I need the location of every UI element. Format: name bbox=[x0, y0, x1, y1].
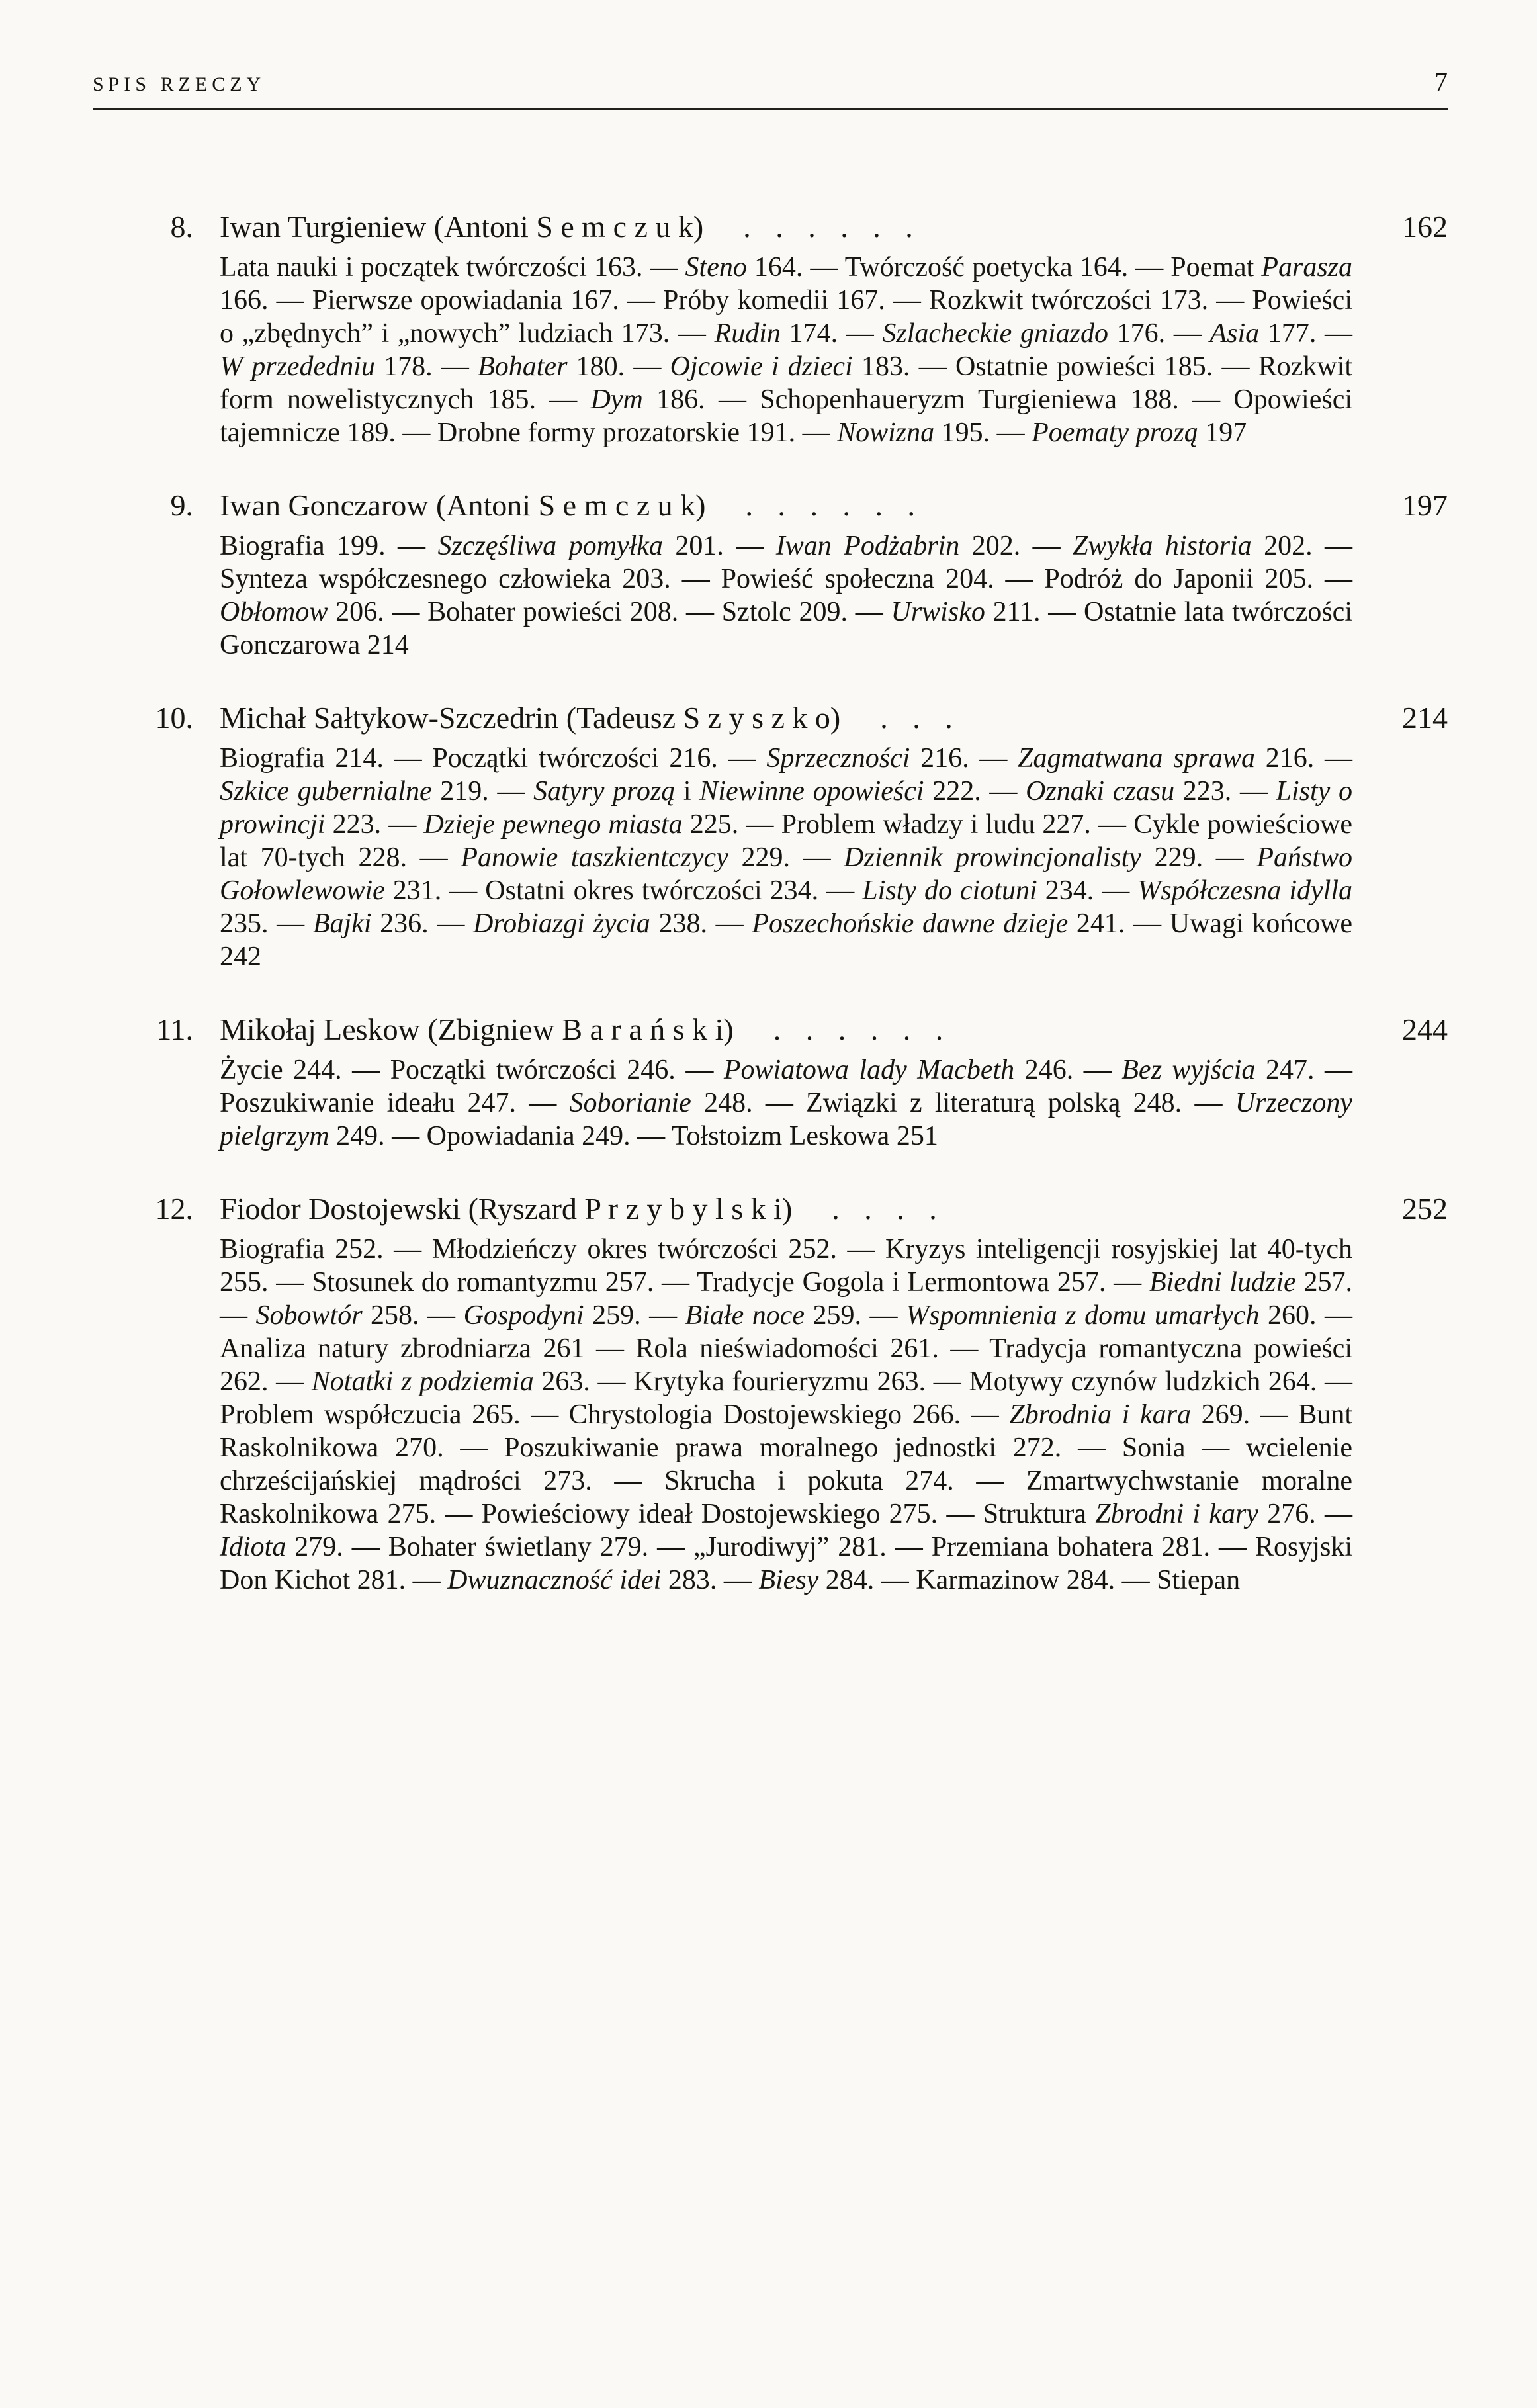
work-title: Zbrodnia i kara bbox=[1009, 1400, 1192, 1430]
work-title: Wspomnienia z domu umarłych bbox=[906, 1300, 1260, 1331]
work-title: Poematy prozą bbox=[1032, 418, 1198, 448]
entry-page-number: 214 bbox=[1402, 701, 1448, 735]
work-title: Szczęśliwa pomyłka bbox=[437, 531, 663, 561]
description-text: 247. — Poszukiwanie ideału 247. — bbox=[220, 1055, 1352, 1118]
description-text: 283. — bbox=[661, 1565, 759, 1595]
work-title: Gospodyni bbox=[463, 1300, 584, 1331]
description-text: 206. — Bohater powieści 208. — Sztolc 209. — bbox=[328, 597, 891, 627]
work-title: Sprzeczności bbox=[766, 743, 910, 774]
entry-title-row bbox=[93, 700, 1448, 735]
entry-page-number: 197 bbox=[1402, 488, 1448, 522]
dot-leader: . . . . . . bbox=[745, 488, 915, 522]
work-title: Asia bbox=[1209, 318, 1260, 349]
work-title: Białe noce bbox=[685, 1300, 805, 1331]
dot-leader: . . . bbox=[880, 701, 953, 735]
description-text: 236. — bbox=[371, 909, 474, 939]
description-text: Biografia 199. — bbox=[220, 531, 438, 561]
description-text: 238. — bbox=[650, 909, 752, 939]
work-title: Biedni ludzie bbox=[1149, 1267, 1296, 1298]
work-title: Parasza bbox=[1261, 252, 1353, 283]
work-title: W przededniu bbox=[220, 351, 375, 382]
description-text: 164. — Twórczość poetycka 164. — Poemat bbox=[746, 252, 1262, 283]
description-text: 263. — Krytyka fourieryzmu 263. — Motywy czynów ludzkich 264. — Problem współczucia 265. — Chrystologia Dostojewskiego 266. — bbox=[220, 1366, 1352, 1430]
description-text: 279. — Bohater świetlany 279. — „Jurodiwyj” 281. — Przemiana bohatera 281. — Rosyjski Don Kichot 281. — bbox=[220, 1532, 1352, 1595]
toc-entry bbox=[93, 700, 1448, 973]
description-text: 202. — Synteza współczesnego człowieka 203. — Powieść społeczna 204. — Podróż do Japonii 205. — bbox=[220, 531, 1353, 594]
description-text: 197 bbox=[1198, 418, 1247, 448]
description-text: 211. — Ostatnie lata twórczości Gonczarowa 214 bbox=[220, 597, 1352, 660]
description-text: 249. — Opowiadania 249. — Tołstoizm Leskowa 251 bbox=[329, 1121, 938, 1151]
work-title: Zagmatwana sprawa bbox=[1018, 743, 1255, 774]
description-text: 180. — bbox=[567, 351, 670, 382]
work-title: Nowizna bbox=[837, 418, 935, 448]
entry-number: 8. bbox=[170, 210, 193, 244]
entry-page-number: 244 bbox=[1402, 1012, 1448, 1046]
dot-leader: . . . . . . bbox=[743, 210, 913, 244]
work-title: Niewinne opowieści bbox=[699, 776, 924, 807]
work-title: Zwykła historia bbox=[1073, 531, 1252, 561]
work-title: Iwan Podżabrin bbox=[775, 531, 960, 561]
entry-number: 12. bbox=[155, 1192, 193, 1226]
entry-title: Iwan Gonczarow (Antoni S e m c z u k) bbox=[220, 488, 706, 522]
description-text: 276. — bbox=[1258, 1499, 1352, 1529]
toc-entry bbox=[93, 1191, 1448, 1597]
entry-description bbox=[220, 1233, 1352, 1597]
description-text: 183. — Ostatnie powieści 185. — Rozkwit form nowelistycznych 185. — bbox=[220, 351, 1353, 415]
toc-entry bbox=[93, 1012, 1448, 1153]
description-text: 174. — bbox=[780, 318, 883, 349]
description-text: i bbox=[675, 776, 700, 807]
entry-title: Michał Sałtykow-Szczedrin (Tadeusz S z y s z k o) bbox=[220, 701, 841, 735]
description-text: 248. — Związki z literaturą polską 248. — bbox=[691, 1088, 1235, 1118]
description-text: 229. — bbox=[1141, 842, 1257, 873]
description-text: 201. — bbox=[662, 531, 776, 561]
work-title: Dziennik prowincjonalisty bbox=[844, 842, 1141, 873]
description-text: 177. — bbox=[1259, 318, 1353, 349]
description-text: 216. — bbox=[910, 743, 1018, 774]
description-text: 195. — bbox=[934, 418, 1032, 448]
entry-description bbox=[220, 529, 1352, 662]
work-title: Steno bbox=[685, 252, 747, 283]
entry-description bbox=[220, 1053, 1352, 1153]
entry-number: 10. bbox=[155, 701, 193, 735]
work-title: Dzieje pewnego miasta bbox=[423, 809, 683, 840]
entry-page-number: 252 bbox=[1402, 1192, 1448, 1226]
work-title: Rudin bbox=[714, 318, 781, 349]
description-text: 229. — bbox=[728, 842, 844, 873]
description-text: 186. — Schopenhaueryzm Turgieniewa 188. — Opowieści tajemnicze 189. — Drobne formy prozatorskie 191. — bbox=[220, 384, 1353, 448]
description-text: 176. — bbox=[1108, 318, 1210, 349]
entry-title-row bbox=[93, 1191, 1448, 1226]
description-text: 178. — bbox=[374, 351, 478, 382]
page-header bbox=[93, 66, 1448, 110]
description-text: 269. — Bunt Raskolnikowa 270. — Poszukiwanie prawa moralnego jednostki 272. — Sonia — wcielenie chrześcijańskiej mądrości 273. — Skrucha i pokuta 274. — Zmartwychwstanie moralne Raskolnikowa 275. — Powieściowy ideał Dostojewskiego 275. — Struktura bbox=[220, 1400, 1352, 1529]
description-text: 259. — bbox=[805, 1300, 906, 1331]
work-title: Szlacheckie gniazdo bbox=[882, 318, 1108, 349]
dot-leader: . . . . . . bbox=[773, 1012, 944, 1046]
work-title: Poszechońskie dawne dzieje bbox=[752, 909, 1069, 939]
work-title: Państwo Gołowlewowie bbox=[220, 842, 1353, 906]
entry-title-row bbox=[93, 488, 1448, 523]
work-title: Idiota bbox=[220, 1532, 286, 1562]
work-title: Oznaki czasu bbox=[1026, 776, 1175, 807]
work-title: Dwuznaczność idei bbox=[447, 1565, 662, 1595]
work-title: Soborianie bbox=[569, 1088, 691, 1118]
description-text: 202. — bbox=[959, 531, 1073, 561]
description-text: Biografia 214. — Początki twórczości 216. — bbox=[220, 743, 767, 774]
description-text: 234. — bbox=[1037, 875, 1138, 906]
work-title: Notatki z podziemia bbox=[311, 1366, 534, 1397]
work-title: Obłomow bbox=[220, 597, 328, 627]
entry-title: Fiodor Dostojewski (Ryszard P r z y b y l s k i) bbox=[220, 1192, 793, 1226]
work-title: Zbrodni i kary bbox=[1095, 1499, 1258, 1529]
work-title: Bajki bbox=[312, 909, 372, 939]
description-text: 223. — bbox=[325, 809, 424, 840]
description-text: 235. — bbox=[220, 909, 313, 939]
work-title: Listy do ciotuni bbox=[862, 875, 1037, 906]
page-number: 7 bbox=[1434, 67, 1448, 97]
description-text: 260. — Analiza natury zbrodniarza 261 — Rola nieświadomości 261. — Tradycja romantyczna powieści 262. — bbox=[220, 1300, 1353, 1397]
description-text: 216. — bbox=[1255, 743, 1353, 774]
description-text: 258. — bbox=[362, 1300, 464, 1331]
entry-title: Mikołaj Leskow (Zbigniew B a r a ń s k i) bbox=[220, 1012, 734, 1046]
entry-title: Iwan Turgieniew (Antoni S e m c z u k) bbox=[220, 210, 704, 244]
description-text: 257. — bbox=[220, 1267, 1352, 1331]
description-text: 166. — Pierwsze opowiadania 167. — Próby komedii 167. — Rozkwit twórczości 173. — Powieści o „zbędnych” i „nowych” ludziach 173. — bbox=[220, 285, 1352, 349]
work-title: Urwisko bbox=[891, 597, 985, 627]
description-text: 225. — Problem władzy i ludu 227. — Cykle powieściowe lat 70-tych 228. — bbox=[220, 809, 1352, 873]
description-text: 241. — Uwagi końcowe 242 bbox=[220, 909, 1353, 972]
work-title: Powiatowa lady Macbeth bbox=[723, 1055, 1015, 1085]
entry-page-number: 162 bbox=[1402, 210, 1448, 244]
description-text: 223. — bbox=[1174, 776, 1276, 807]
work-title: Urzeczony pielgrzym bbox=[220, 1088, 1353, 1151]
description-text: Biografia 252. — Młodzieńczy okres twórczości 252. — Kryzys inteligencji rosyjskiej lat 40-tych 255. — Stosunek do romantyzmu 257. — Tradycje Gogola i Lermontowa 257. — bbox=[220, 1234, 1352, 1298]
work-title: Bez wyjścia bbox=[1121, 1055, 1256, 1085]
work-title: Drobiazgi życia bbox=[473, 909, 650, 939]
description-text: Lata nauki i początek twórczości 163. — bbox=[220, 252, 685, 283]
entry-number: 11. bbox=[156, 1012, 193, 1046]
description-text: 246. — bbox=[1014, 1055, 1122, 1085]
entry-description bbox=[220, 742, 1352, 973]
toc-entry bbox=[93, 488, 1448, 662]
toc-entry bbox=[93, 209, 1448, 449]
work-title: Dym bbox=[590, 384, 643, 415]
running-head: SPIS RZECZY bbox=[93, 73, 266, 95]
description-text: Życie 244. — Początki twórczości 246. — bbox=[220, 1055, 724, 1085]
dot-leader: . . . . bbox=[832, 1192, 937, 1226]
entry-title-row bbox=[93, 1012, 1448, 1047]
work-title: Współczesna idylla bbox=[1137, 875, 1352, 906]
work-title: Panowie taszkientczycy bbox=[461, 842, 728, 873]
entry-title-row bbox=[93, 209, 1448, 244]
description-text: 222. — bbox=[924, 776, 1026, 807]
description-text: 284. — Karmazinow 284. — Stiepan bbox=[818, 1565, 1241, 1595]
toc-entries bbox=[93, 209, 1448, 1597]
work-title: Bohater bbox=[478, 351, 568, 382]
work-title: Sobowtór bbox=[255, 1300, 363, 1331]
entry-description bbox=[220, 251, 1352, 449]
work-title: Listy o prowincji bbox=[220, 776, 1352, 840]
work-title: Ojcowie i dzieci bbox=[670, 351, 853, 382]
description-text: 231. — Ostatni okres twórczości 234. — bbox=[384, 875, 863, 906]
work-title: Biesy bbox=[758, 1565, 819, 1595]
work-title: Szkice gubernialne bbox=[220, 776, 432, 807]
description-text: 259. — bbox=[584, 1300, 685, 1331]
description-text: 219. — bbox=[431, 776, 534, 807]
work-title: Satyry prozą bbox=[533, 776, 676, 807]
entry-number: 9. bbox=[170, 488, 193, 522]
